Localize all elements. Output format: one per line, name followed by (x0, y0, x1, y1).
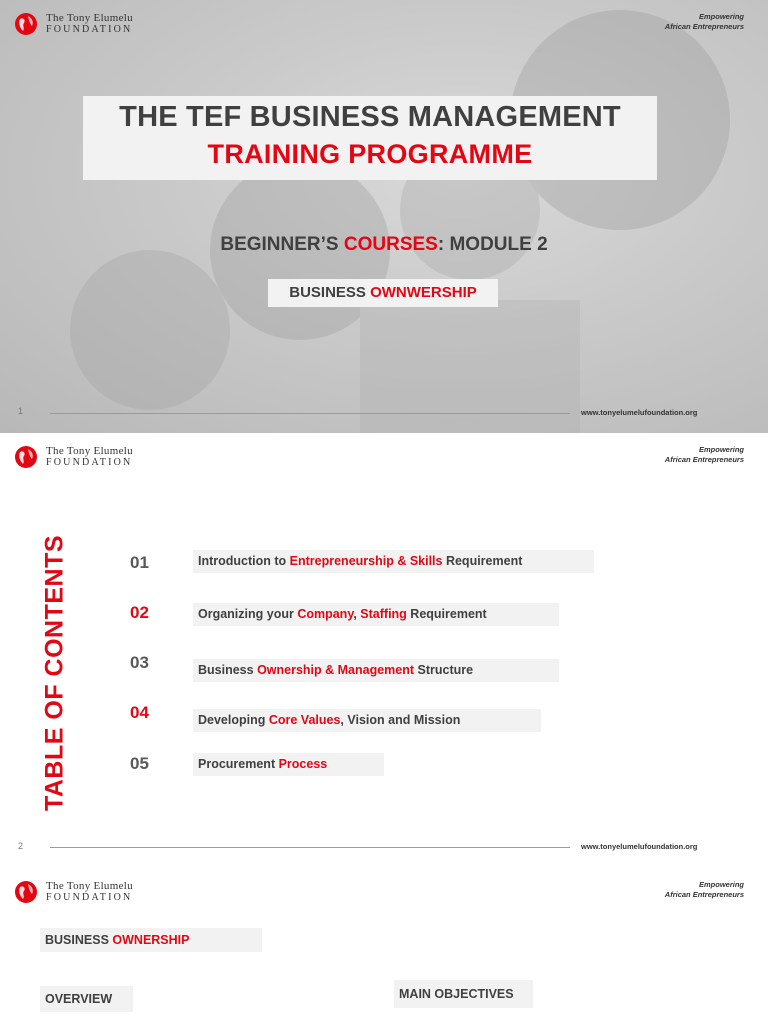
toc-item-text: Business (198, 663, 258, 677)
slide-1-title (0, 0, 768, 433)
toc-item-text: Requirement (442, 554, 523, 568)
title-line-1: THE TEF BUSINESS MANAGEMENT (119, 101, 621, 133)
tagline (665, 880, 744, 900)
tagline-line-1: Empowering (698, 445, 744, 454)
tef-logo (14, 880, 133, 904)
topic-highlight: OWNWERSHIP (370, 284, 477, 301)
toc-item-text: Structure (414, 663, 474, 677)
toc-item-highlight: Core Values (268, 713, 341, 727)
logo-line-1: The Tony Elumelu (46, 445, 133, 457)
logo-line-1: The Tony Elumelu (46, 880, 133, 892)
toc-item-02[interactable] (193, 603, 559, 626)
footer-url: www.tonyelumelufoundation.org (581, 408, 698, 417)
tef-logo (14, 12, 133, 36)
toc-item-highlight: Process (278, 757, 328, 771)
tagline-line-1: Empowering (698, 880, 744, 889)
topic-box (268, 279, 498, 307)
tagline (665, 445, 744, 465)
tagline-line-2: African Entrepreneurs (664, 455, 744, 464)
tagline-line-2: African Entrepreneurs (664, 890, 744, 899)
toc-item-text: Requirement (406, 607, 487, 621)
logo-line-2: FOUNDATION (46, 457, 133, 468)
footer-url: www.tonyelumelufoundation.org (581, 842, 698, 851)
toc-item-text: Developing (198, 713, 269, 727)
footer-divider (50, 847, 570, 848)
globe-icon (14, 880, 38, 904)
slide-3-business-ownership (0, 868, 768, 1024)
toc-number-03: 03 (130, 653, 149, 672)
footer-divider (50, 413, 570, 414)
heading-highlight: OWNERSHIP (112, 933, 190, 947)
toc-item-04[interactable] (193, 709, 541, 732)
subtitle-highlight: COURSES (343, 234, 438, 255)
logo-line-2: FOUNDATION (46, 24, 133, 35)
title-line-2: TRAINING PROGRAMME (207, 139, 533, 169)
subtitle-suffix: : MODULE 2 (437, 234, 548, 255)
toc-number-01: 01 (130, 553, 149, 572)
toc-item-03[interactable] (193, 659, 559, 682)
toc-number-04: 04 (130, 703, 149, 722)
toc-item-text: , (353, 607, 361, 621)
title-box (83, 96, 657, 180)
section-heading (40, 928, 262, 952)
tagline (665, 12, 744, 32)
overview-label: OVERVIEW (40, 986, 133, 1012)
tef-logo (14, 445, 133, 469)
subtitle-prefix: BEGINNER’S (220, 234, 344, 255)
toc-item-highlight: Staffing (360, 607, 407, 621)
slide-number: 2 (18, 841, 24, 851)
module-subtitle (0, 234, 768, 256)
toc-item-text: Organizing your (198, 607, 298, 621)
heading-prefix: BUSINESS (45, 933, 113, 947)
toc-item-text: Introduction to (198, 554, 290, 568)
main-objectives-label: MAIN OBJECTIVES (394, 980, 533, 1008)
globe-icon (14, 445, 38, 469)
background-photo-texture (0, 0, 768, 433)
toc-number-02: 02 (130, 603, 149, 622)
tagline-line-2: African Entrepreneurs (664, 22, 744, 31)
toc-item-highlight: Company (297, 607, 354, 621)
toc-vertical-title (30, 534, 80, 812)
toc-item-text: Procurement (198, 757, 279, 771)
slide-number: 1 (18, 406, 24, 416)
globe-icon (14, 12, 38, 36)
toc-number-05: 05 (130, 754, 149, 773)
toc-item-highlight: Entrepreneurship & Skills (289, 554, 443, 568)
toc-item-text: , Vision and Mission (340, 713, 461, 727)
toc-title-text: TABLE OF CONTENTS (40, 534, 69, 812)
tagline-line-1: Empowering (698, 12, 744, 21)
topic-prefix: BUSINESS (289, 284, 371, 301)
logo-line-2: FOUNDATION (46, 892, 133, 903)
logo-line-1: The Tony Elumelu (46, 12, 133, 24)
slide-2-table-of-contents (0, 433, 768, 868)
toc-item-01[interactable] (193, 550, 594, 573)
toc-item-05[interactable] (193, 753, 384, 776)
toc-item-highlight: Ownership & Management (257, 663, 415, 677)
